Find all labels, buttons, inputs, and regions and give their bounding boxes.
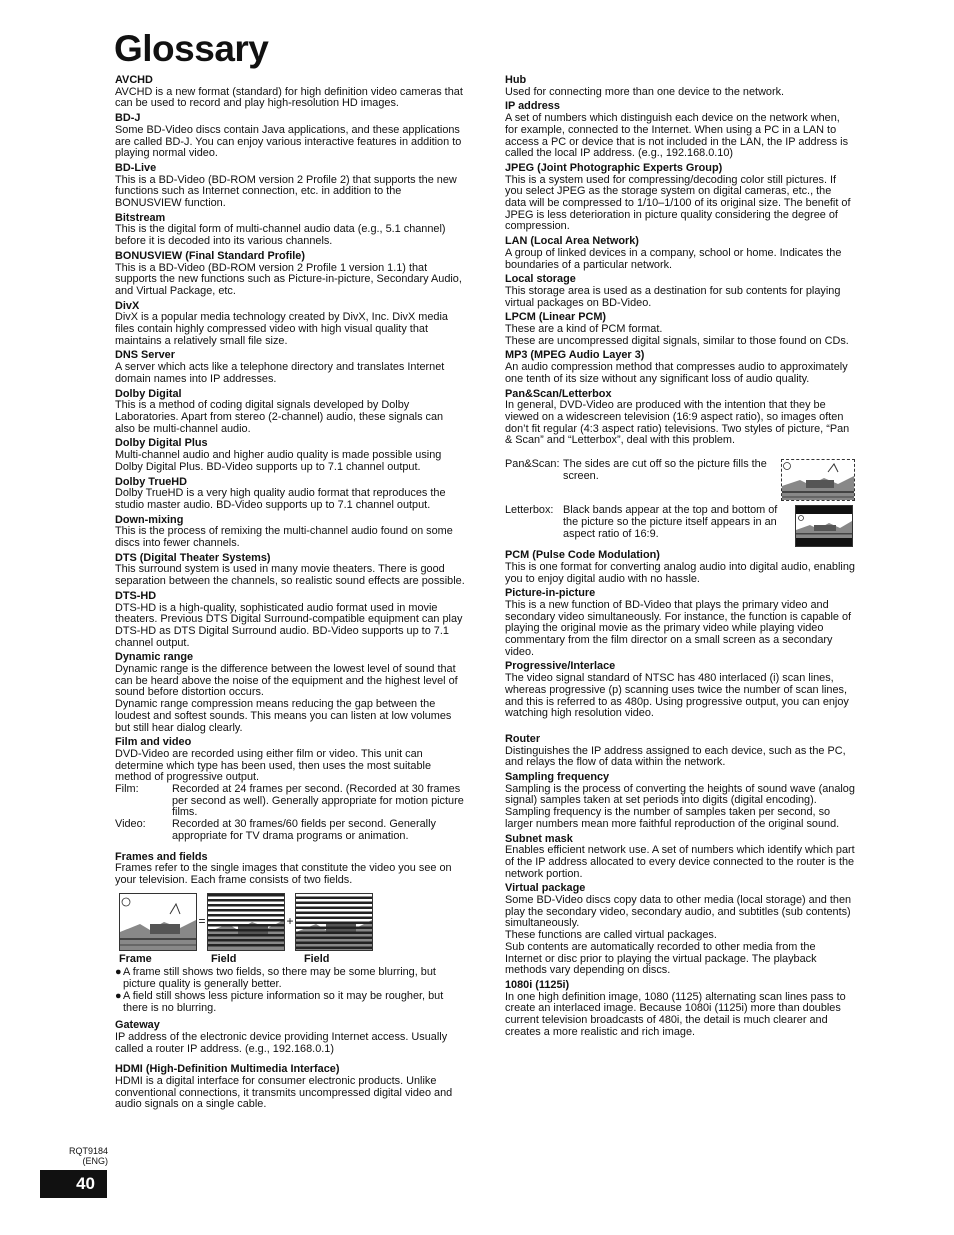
definition: IP address of the electronic device providing Internet access. Usually called a router IP address. (e.g., 192.168.0.1) [115,1030,448,1055]
right-column [505,75,855,1041]
definition: These are a kind of PCM format. [505,323,663,336]
glossary-entry [505,75,855,98]
term: IP address [505,100,560,113]
label-frame: Frame [119,952,152,965]
kv-value: The sides are cut off so the picture fills the screen. [563,458,767,482]
definition: DTS-HD is a high-quality, sophisticated audio format used in movie theaters. Previous DTS Digital Surround-compatible equipment can play DTS-HD as DTS Digital Surround audio. BD-Video supports up to 7.1 channel output. [115,601,463,649]
term: Sampling frequency [505,771,610,784]
glossary-entry [505,163,855,233]
glossary-entry [505,236,855,271]
term: Picture-in-picture [505,587,596,600]
definition: This storage area is used as a destination for sub contents for playing virtual packages on BD-Video. [505,284,841,309]
term: BD-Live [115,161,157,174]
term: Pan&Scan/Letterbox [505,387,612,400]
term: Dynamic range [115,651,194,664]
glossary-entry [505,588,855,658]
kv-key: Letterbox: [505,504,554,517]
definition: Distinguishes the IP address assigned to each device, such as the PC, and relays the flow of data within the network. [505,744,846,769]
term: Dolby Digital [115,387,182,400]
glossary-entry [115,251,465,298]
term: DNS Server [115,349,175,362]
term: Subnet mask [505,832,573,845]
kv-value: Recorded at 24 frames per second. (Recorded at 30 frames per second as well). Generally appropriate for motion picture films. [172,783,464,819]
glossary-entry [505,101,855,160]
glossary-entry [115,75,465,110]
term: LAN (Local Area Network) [505,235,639,248]
left-column [115,75,465,1113]
bullet-item: ● A field still shows less picture information so it may be rougher, but there is no blurring. [115,989,444,1014]
term: 1080i (1125i) [505,979,570,991]
bullet-item: ● A frame still shows two fields, so there may be some blurring, but picture quality is generally better. [115,966,436,991]
glossary-entry [505,661,855,720]
term: Bitstream [115,211,166,224]
label-field: Field [304,952,330,965]
definition: Some BD-Video discs contain Java applications, and these applications are called BD-J. You can enjoy various interactive features in addition to playing normal video. [115,123,462,160]
glossary-entry [505,312,855,347]
term: JPEG (Joint Photographic Experts Group) [505,161,723,174]
definition: In one high definition image, 1080 (1125) alternating scan lines pass to create an interlaced image. Because 1080i (1125i) more than doubles current television broadcasts of 480i, the detail is much clearer and creates a more realistic and rich image. [505,990,846,1038]
term: PCM (Pulse Code Modulation) [505,549,660,562]
glossary-entry [115,350,465,385]
definition: Used for connecting more than one device to the network. [505,85,785,98]
glossary-entry [505,883,855,977]
glossary-entry [115,389,465,436]
term: DivX [115,299,140,312]
glossary-entry [115,438,465,473]
term: HDMI (High-Definition Multimedia Interface) [115,1063,340,1076]
panscan-row [505,459,855,501]
definition: This is a system used for compressing/decoding color still pictures. If you select JPEG as the storage system on digital cameras, etc., the data will be compressed to 1/10–1/100 of its original size. The benefit of JPEG is less deterioration in picture quality considering the degree of compression. [505,173,851,233]
glossary-entry [505,389,855,548]
term: Local storage [505,273,576,286]
bullet-icon: ● [115,966,122,979]
definition: This is a method of coding digital signals developed by Dolby Laboratories. Apart from stereo (2-channel) audio, these signals can also be multi-channel audio. [115,399,444,435]
glossary-entry [115,591,465,650]
glossary-entry [115,515,465,550]
definition: Sub contents are automatically recorded to other media from the Internet or disc prior to playing the virtual package. The playback methods vary depending on discs. [505,940,817,977]
equals-sign: = [198,913,206,928]
glossary-entry-frames [115,852,465,1015]
definition: A server which acts like a telephone directory and translates Internet domain names into IP addresses. [115,361,445,385]
term: BONUSVIEW (Final Standard Profile) [115,249,305,262]
term: Dolby TrueHD [115,475,188,488]
definition: DVD-Video are recorded using either film or video. This unit can determine which type has been used, then uses the most suitable method of progressive output. [115,747,432,784]
definition: This is a new function of BD-Video that plays the primary video and secondary video simultaneously. For instance, the function is capable of playing the original movie as the primary video while playing video commentary from the film director on a small screen as a secondary video. [505,598,852,658]
glossary-entry [115,553,465,588]
definition: An audio compression method that compresses audio to approximately one tenth of its size without any significant loss of audio quality. [505,361,848,385]
term: DTS (Digital Theater Systems) [115,551,271,564]
letterbox-row [505,505,855,547]
definition: The video signal standard of NTSC has 480 interlaced (i) scan lines, whereas progressive (p) scanning uses twice the number of scan lines, and this is referred to as 480p. Using progressive output, you can enjoy watching high resolution video. [505,672,849,720]
frames-figure-labels [119,954,465,966]
glossary-entry [505,274,855,309]
kv-key: Video: [115,818,146,831]
term: Router [505,732,541,745]
kv-value: Black bands appear at the top and bottom of the picture so the picture itself appears in an aspect ratio of 16:9. [563,504,778,540]
glossary-entry [115,1064,465,1111]
definition: This is the process of remixing the multi-channel audio found on some discs into fewer channels. [115,525,453,550]
panscan-image [781,459,855,501]
kv-key: Film: [115,783,139,796]
field-image-1 [207,893,285,951]
frames-figure [119,893,465,951]
video-row [115,819,465,842]
glossary-entry [115,652,465,734]
term: Progressive/Interlace [505,660,616,673]
film-row [115,784,465,819]
glossary-entry [505,834,855,881]
definition: This is one format for converting analog audio into digital audio, enabling you to enjoy digital audio with no hassle. [505,560,855,585]
definition: Dynamic range is the difference between the lowest level of sound that can be heard above the noise of the equipment and the highest level of sound before distortion occurs. [115,663,458,699]
definition: These are uncompressed digital signals, similar to those found on CDs. [505,334,849,347]
definition: This surround system is used in many movie theaters. There is good separation between the channels, so realistic sound effects are possible. [115,563,465,588]
glossary-entry [115,301,465,348]
definition: Frames refer to the single images that constitute the video you see on your television. Each frame consists of two fields. [115,862,452,886]
plus-sign: + [286,913,294,928]
term: Virtual package [505,882,586,895]
bullet-icon: ● [115,989,122,1002]
term: Down-mixing [115,513,184,526]
definition: Enables efficient network use. A set of numbers which identify which part of the IP address allocated to every device connected to the router is the network portion. [505,844,855,880]
term: Gateway [115,1019,160,1032]
glossary-entry [505,980,855,1039]
glossary-entry [115,737,465,842]
definition: In general, DVD-Video are produced with the intention that they be viewed on a widescreen television (16:9 aspect ratio), so images often don’t fit regular (4:3 aspect ratio) televisions. Two styles of picture, “Pan & Scan” and “Letterbox”, deal with this problem. [505,399,850,447]
term: LPCM (Linear PCM) [505,311,607,324]
glossary-entry [115,113,465,160]
definition: This is a BD-Video (BD-ROM version 2 Profile 1 version 1.1) that supports the new functions such as Picture-in-picture, Secondary Audio, and Virtual Package, etc. [115,261,462,297]
term: Film and video [115,736,192,749]
page-title: Glossary [114,28,269,69]
definition: This is a BD-Video (BD-ROM version 2 Profile 2) that supports the new functions such as Internet connection, etc. in addition to the BONUSVIEW function. [115,173,457,210]
term: MP3 (MPEG Audio Layer 3) [505,349,645,362]
definition: Sampling is the process of converting the heights of sound wave (analog signal) samples taken at set periods into digits (digital encoding). Sampling frequency is the number of samples taken per second, so larger numbers mean more faithful reproduction of the original sound. [505,782,855,830]
glossary-entry [115,477,465,512]
definition: DivX is a popular media technology created by DivX, Inc. DivX media files contain highly compressed video with high visual quality that maintains a relatively small file size. [115,311,448,347]
term: Frames and fields [115,850,208,863]
glossary-entry [505,550,855,585]
label-field: Field [211,952,237,965]
term: AVCHD [115,74,153,86]
definition: Dynamic range compression means reducing the gap between the loudest and softest sounds. This means you can listen at low volumes but still hear dialog clearly. [115,698,452,734]
definition: Multi-channel audio and higher audio quality is made possible using Dolby Digital Plus. BD-Video supports up to 7.1 channel output. [115,449,442,473]
kv-key: Pan&Scan: [505,458,560,471]
term: Dolby Digital Plus [115,437,208,450]
frame-image [119,893,197,951]
term: DTS-HD [115,589,157,602]
document-code: RQT9184 (ENG) [68,1146,108,1166]
glossary-entry [115,163,465,210]
definition: This is the digital form of multi-channel audio data (e.g., 5.1 channel) before it is decoded into its various channels. [115,223,446,248]
definition: Dolby TrueHD is a very high quality audio format that reproduces the studio master audio. BD-Video supports up to 7.1 channel output. [115,487,446,511]
definition: These functions are called virtual packages. [505,929,717,942]
letterbox-image [795,505,853,547]
definition: A set of numbers which distinguish each device on the network when, for example, connected to the Internet. When using a PC in a LAN to access a PC or device that is not included in the LAN, the IP address is called the local IP address. (e.g., 192.168.0.10) [505,112,849,160]
glossary-entry [505,772,855,831]
term: BD-J [115,112,141,125]
field-image-2 [295,893,373,951]
glossary-entry [115,1020,465,1055]
term: Hub [505,74,527,86]
definition: AVCHD is a new format (standard) for high definition video cameras that can be used to record and play high-resolution HD images. [115,85,463,110]
definition: Some BD-Video discs copy data to other media (local storage) and then play the secondary video, secondary audio, and subtitles (sub contents) simultaneously. [505,894,852,930]
page-number: 40 [40,1170,107,1198]
definition: HDMI is a digital interface for consumer electronic products. Unlike conventional connections, it transmits uncompressed digital video and audio signals on a single cable. [115,1075,453,1111]
glossary-entry [115,213,465,248]
definition: A group of linked devices in a company, school or home. Indicates the boundaries of a particular network. [505,246,842,271]
glossary-entry [505,734,855,769]
glossary-entry [505,350,855,385]
kv-value: Recorded at 30 frames/60 fields per second. Generally appropriate for TV drama programs or animation. [172,818,436,842]
